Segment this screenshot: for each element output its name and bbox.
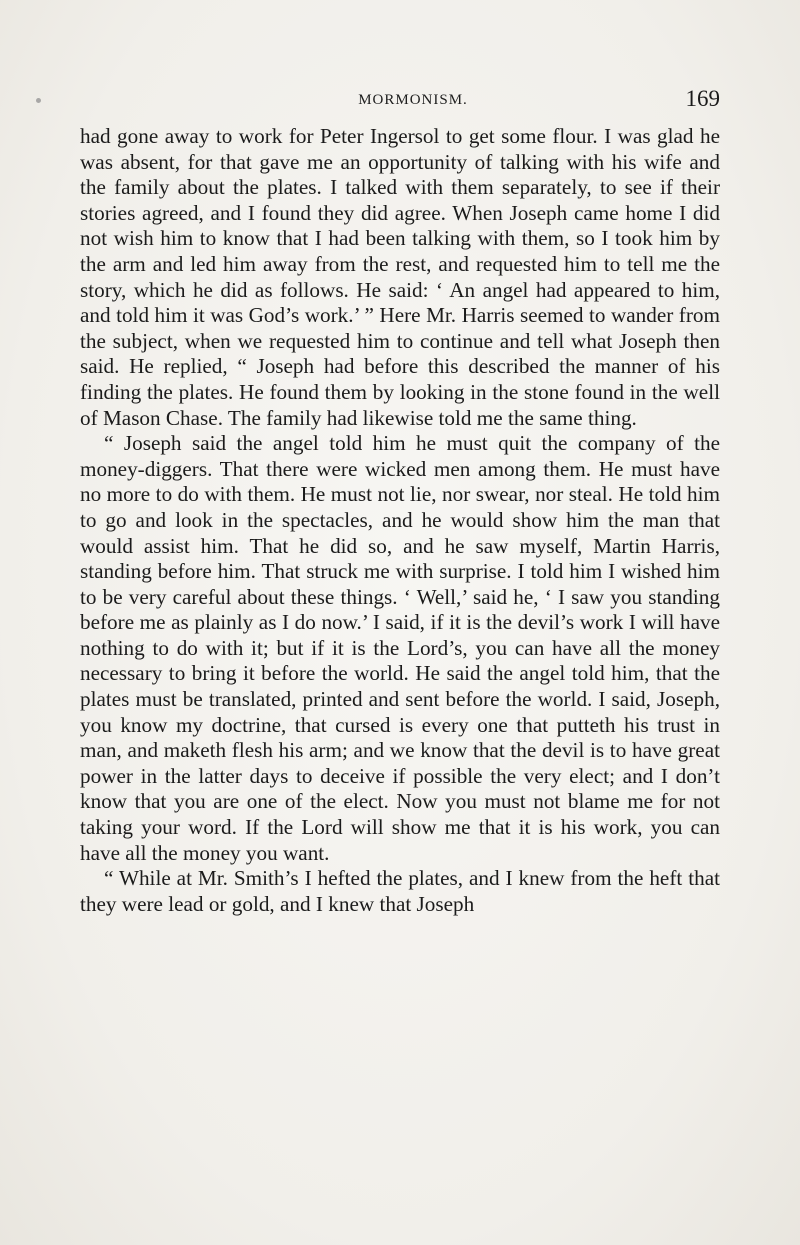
running-head: MORMONISM. <box>358 92 468 108</box>
page-number: 169 <box>685 86 720 111</box>
page-header <box>80 86 720 114</box>
paragraph-1: had gone away to work for Peter Ingersol to get some flour. I was glad he was absent, for that gave me an opportunity of talking with his wife and the family about the plates. I talked with them separately, to see if their stories agreed, and I found they did agree. When Joseph came home I did not wish him to know that I had been talking with them, so I took him by the arm and led him away from the rest, and requested him to tell me the story, which he did as follows. He said: ‘ An angel had appeared to him, and told him it was God’s work.’ ” Here Mr. Harris seemed to wander from the subject, when we requested him to continue and tell what Joseph then said. He replied, “ Joseph had before this described the manner of his finding the plates. He found them by looking in the stone found in the well of Mason Chase. The family had likewise told me the same thing. <box>80 124 720 430</box>
paragraph-2: “ Joseph said the angel told him he must quit the company of the money-diggers. That there were wicked men among them. He must have no more to do with them. He must not lie, nor swear, nor steal. He told him to go and look in the spectacles, and he would show him the man that would assist him. That he did so, and he saw myself, Martin Harris, standing before him. That struck me with surprise. I told him I wished him to be very careful about these things. ‘ Well,’ said he, ‘ I saw you standing before me as plainly as I do now.’ I said, if it is the devil’s work I will have nothing to do with it; but if it is the Lord’s, you can have all the money necessary to bring it before the world. He said the angel told him, that the plates must be translated, printed and sent before the world. I said, Joseph, you know my doctrine, that cursed is every one that putteth his trust in man, and maketh flesh his arm; and we know that the devil is to have great power in the latter days to deceive if possible the very elect; and I don’t know that you are one of the elect. Now you must not blame me for not taking your word. If the Lord will show me that it is his work, you can have all the money you want. <box>80 431 720 865</box>
body-text <box>80 124 720 917</box>
ink-speck <box>36 98 41 103</box>
paragraph-3: “ While at Mr. Smith’s I hefted the plates, and I knew from the heft that they were lead or gold, and I knew that Joseph <box>80 866 720 916</box>
